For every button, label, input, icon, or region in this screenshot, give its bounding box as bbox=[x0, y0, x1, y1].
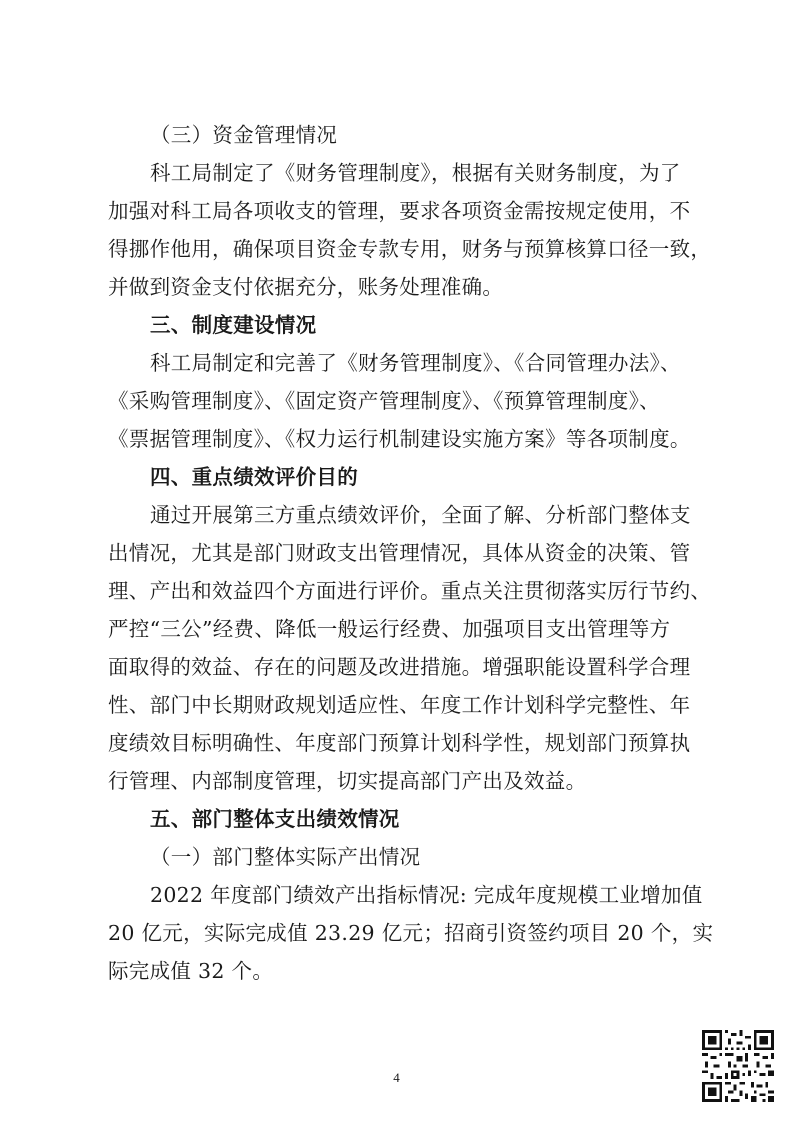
section-heading-system-construction: 三、制度建设情况 bbox=[150, 313, 317, 337]
paragraph-line: 严控“三公”经费、降低一般运行经费、加强项目支出管理等方 bbox=[108, 617, 671, 641]
paragraph-line: 2022 年度部门绩效产出指标情况: 完成年度规模工业增加值 bbox=[150, 883, 703, 907]
paragraph-line: 科工局制定和完善了《财务管理制度》、《合同管理办法》、 bbox=[150, 351, 681, 375]
paragraph-line: 性、部门中长期财政规划适应性、年度工作计划科学完整性、年 bbox=[108, 693, 691, 717]
paragraph-line: 20 亿元，实际完成值 23.29 亿元；招商引资签约项目 20 个，实 bbox=[108, 921, 714, 945]
section-heading-evaluation-purpose: 四、重点绩效评价目的 bbox=[150, 465, 358, 489]
qr-code-icon bbox=[702, 1030, 774, 1102]
paragraph-line: 际完成值 32 个。 bbox=[108, 959, 274, 983]
paragraph-line: 度绩效目标明确性、年度部门预算计划科学性，规划部门预算执 bbox=[108, 731, 691, 755]
page-number: 4 bbox=[393, 1070, 400, 1085]
paragraph-line: 面取得的效益、存在的问题及改进措施。增强职能设置科学合理 bbox=[108, 655, 691, 679]
section-heading-fund-management: （三）资金管理情况 bbox=[150, 123, 338, 147]
paragraph-line: 理、产出和效益四个方面进行评价。重点关注贯彻落实厉行节约、 bbox=[108, 579, 712, 603]
paragraph-line: 并做到资金支付依据充分，账务处理准确。 bbox=[108, 275, 504, 299]
paragraph-line: 出情况，尤其是部门财政支出管理情况，具体从资金的决策、管 bbox=[108, 541, 691, 565]
subsection-heading-actual-output: （一）部门整体实际产出情况 bbox=[150, 845, 421, 869]
paragraph-line: 通过开展第三方重点绩效评价，全面了解、分析部门整体支 bbox=[150, 503, 691, 527]
section-heading-overall-performance: 五、部门整体支出绩效情况 bbox=[150, 807, 400, 831]
paragraph-line: 加强对科工局各项收支的管理，要求各项资金需按规定使用，不 bbox=[108, 199, 691, 223]
paragraph-line: 《采购管理制度》、《固定资产管理制度》、《预算管理制度》、 bbox=[108, 389, 660, 413]
paragraph-line: 科工局制定了《财务管理制度》，根据有关财务制度，为了 bbox=[150, 161, 681, 185]
paragraph-line: 得挪作他用，确保项目资金专款专用，财务与预算核算口径一致， bbox=[108, 237, 712, 261]
paragraph-line: 《票据管理制度》、《权力运行机制建设实施方案》等各项制度。 bbox=[108, 427, 691, 451]
paragraph-line: 行管理、内部制度管理，切实提高部门产出及效益。 bbox=[108, 769, 587, 793]
